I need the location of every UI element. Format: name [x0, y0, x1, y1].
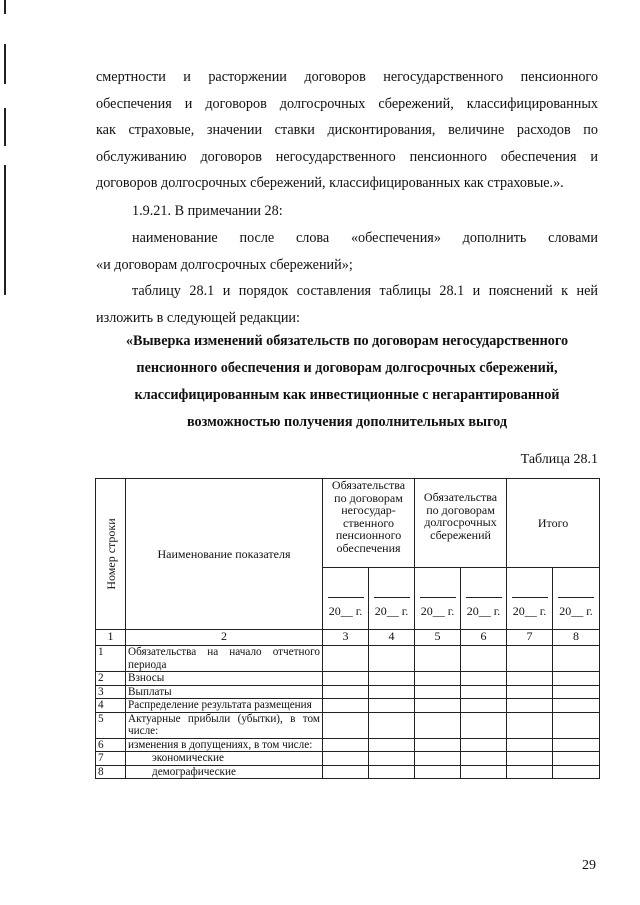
- page-number: 29: [582, 858, 596, 873]
- text-line: обеспечения и договоров долгосрочных сбережений, классифицированных: [96, 95, 598, 112]
- row-label: демографические: [126, 765, 323, 779]
- value-cell: [323, 752, 369, 766]
- row-number-header-text: Номер строки: [103, 518, 118, 590]
- margin-mark: [4, 0, 6, 14]
- value-cell: [507, 765, 553, 779]
- value-cell: [553, 765, 600, 779]
- table-row: [96, 738, 600, 752]
- row-number: 1: [96, 646, 126, 672]
- value-cell: [415, 672, 461, 686]
- margin-mark: [4, 108, 6, 146]
- value-cell: [369, 672, 415, 686]
- value-cell: [323, 699, 369, 713]
- text-line: изложить в следующей редакции:: [96, 309, 300, 326]
- margin-mark: [4, 44, 6, 84]
- text-line: таблицу 28.1 и порядок составления таблицы 28.1 и пояснений к ней: [132, 283, 598, 299]
- row-number: 7: [96, 752, 126, 766]
- clause-heading: [96, 198, 598, 225]
- paragraph-naming: [96, 225, 598, 278]
- year-column-header: 20__ г.: [461, 568, 507, 630]
- total-group-header: Итого: [507, 479, 600, 568]
- column-number: 4: [369, 630, 415, 646]
- table-row: [96, 672, 600, 686]
- table-row: [96, 752, 600, 766]
- value-cell: [553, 646, 600, 672]
- row-number: 2: [96, 672, 126, 686]
- table-header-row: [96, 479, 600, 568]
- paragraph-mortality: [96, 64, 598, 197]
- value-cell: [507, 712, 553, 738]
- value-cell: [323, 672, 369, 686]
- heading-line: возможностью получения дополнительных выгод: [186, 414, 508, 430]
- value-cell: [369, 685, 415, 699]
- value-cell: [553, 712, 600, 738]
- table-row: [96, 646, 600, 672]
- value-cell: [369, 738, 415, 752]
- value-cell: [323, 685, 369, 699]
- value-cell: [461, 765, 507, 779]
- row-number: 8: [96, 765, 126, 779]
- value-cell: [507, 699, 553, 713]
- row-label: изменения в допущениях, в том числе:: [126, 738, 323, 752]
- row-number: 5: [96, 712, 126, 738]
- value-cell: [323, 765, 369, 779]
- table-row: [96, 765, 600, 779]
- column-number: 1: [96, 630, 126, 646]
- text-line: договоров долгосрочных сбережений, классифицированных как страховые.».: [96, 175, 564, 191]
- value-cell: [461, 699, 507, 713]
- table-caption: Таблица 28.1: [520, 452, 598, 467]
- column-number-row: [96, 630, 600, 646]
- text-line: смертности и расторжении договоров негосударственного пенсионного: [96, 69, 598, 85]
- value-cell: [461, 752, 507, 766]
- year-column-header: 20__ г.: [507, 568, 553, 630]
- savings-group-header: Обязательства по договорам долгосрочных сбережений: [415, 479, 507, 568]
- text-line: 1.9.21. В примечании 28:: [132, 203, 283, 219]
- column-number: 5: [415, 630, 461, 646]
- value-cell: [369, 712, 415, 738]
- row-number: 3: [96, 685, 126, 699]
- year-column-header: 20__ г.: [415, 568, 461, 630]
- table-body: [96, 646, 600, 779]
- row-label: экономические: [126, 752, 323, 766]
- value-cell: [461, 685, 507, 699]
- value-cell: [415, 765, 461, 779]
- column-number: 7: [507, 630, 553, 646]
- value-cell: [461, 672, 507, 686]
- column-number: 6: [461, 630, 507, 646]
- value-cell: [415, 646, 461, 672]
- paragraph-table: [96, 278, 598, 331]
- value-cell: [323, 738, 369, 752]
- table-row: [96, 685, 600, 699]
- value-cell: [369, 646, 415, 672]
- text-line: наименование после слова «обеспечения» дополнить словами: [132, 230, 598, 246]
- heading-line: пенсионного обеспечения и договорам долгосрочных сбережений,: [136, 360, 558, 376]
- row-number: 6: [96, 738, 126, 752]
- text-line: «и договорам долгосрочных сбережений»;: [96, 256, 353, 273]
- margin-mark: [4, 165, 6, 295]
- value-cell: [553, 685, 600, 699]
- text-line: как страховые, значении ставки дисконтирования, величине расходов по: [96, 122, 598, 138]
- value-cell: [507, 738, 553, 752]
- value-cell: [415, 699, 461, 713]
- row-label: Взносы: [126, 672, 323, 686]
- value-cell: [415, 738, 461, 752]
- value-cell: [553, 672, 600, 686]
- value-cell: [553, 699, 600, 713]
- row-label: Выплаты: [126, 685, 323, 699]
- value-cell: [507, 672, 553, 686]
- text-line: обслуживанию договоров негосударственного пенсионного обеспечения и: [96, 148, 598, 165]
- value-cell: [415, 685, 461, 699]
- value-cell: [369, 699, 415, 713]
- value-cell: [553, 752, 600, 766]
- section-heading: [96, 328, 598, 436]
- row-number: 4: [96, 699, 126, 713]
- heading-line: классифицированным как инвестиционные с негарантированной: [134, 387, 560, 403]
- heading-line: «Выверка изменений обязательств по договорам негосударственного: [125, 333, 569, 349]
- column-number: 3: [323, 630, 369, 646]
- value-cell: [369, 765, 415, 779]
- value-cell: [369, 752, 415, 766]
- year-column-header: 20__ г.: [369, 568, 415, 630]
- year-column-header: 20__ г.: [553, 568, 600, 630]
- value-cell: [507, 752, 553, 766]
- row-label: Обязательства на начало отчетного периода: [126, 646, 323, 672]
- column-number: 8: [553, 630, 600, 646]
- table-row: [96, 699, 600, 713]
- value-cell: [553, 738, 600, 752]
- value-cell: [507, 646, 553, 672]
- value-cell: [415, 712, 461, 738]
- npf-group-header: Обязательства по договорам негосудар-ственного пенсионного обеспечения: [323, 479, 415, 568]
- row-label: Актуарные прибыли (убытки), в том числе:: [126, 712, 323, 738]
- value-cell: [461, 646, 507, 672]
- value-cell: [415, 752, 461, 766]
- value-cell: [461, 712, 507, 738]
- year-column-header: 20__ г.: [323, 568, 369, 630]
- column-number: 2: [126, 630, 323, 646]
- table-row: [96, 712, 600, 738]
- liabilities-table: [95, 478, 600, 779]
- value-cell: [323, 646, 369, 672]
- value-cell: [461, 738, 507, 752]
- indicator-header: Наименование показателя: [126, 479, 323, 630]
- value-cell: [507, 685, 553, 699]
- row-label: Распределение результата размещения: [126, 699, 323, 713]
- row-number-header: [96, 479, 126, 630]
- value-cell: [323, 712, 369, 738]
